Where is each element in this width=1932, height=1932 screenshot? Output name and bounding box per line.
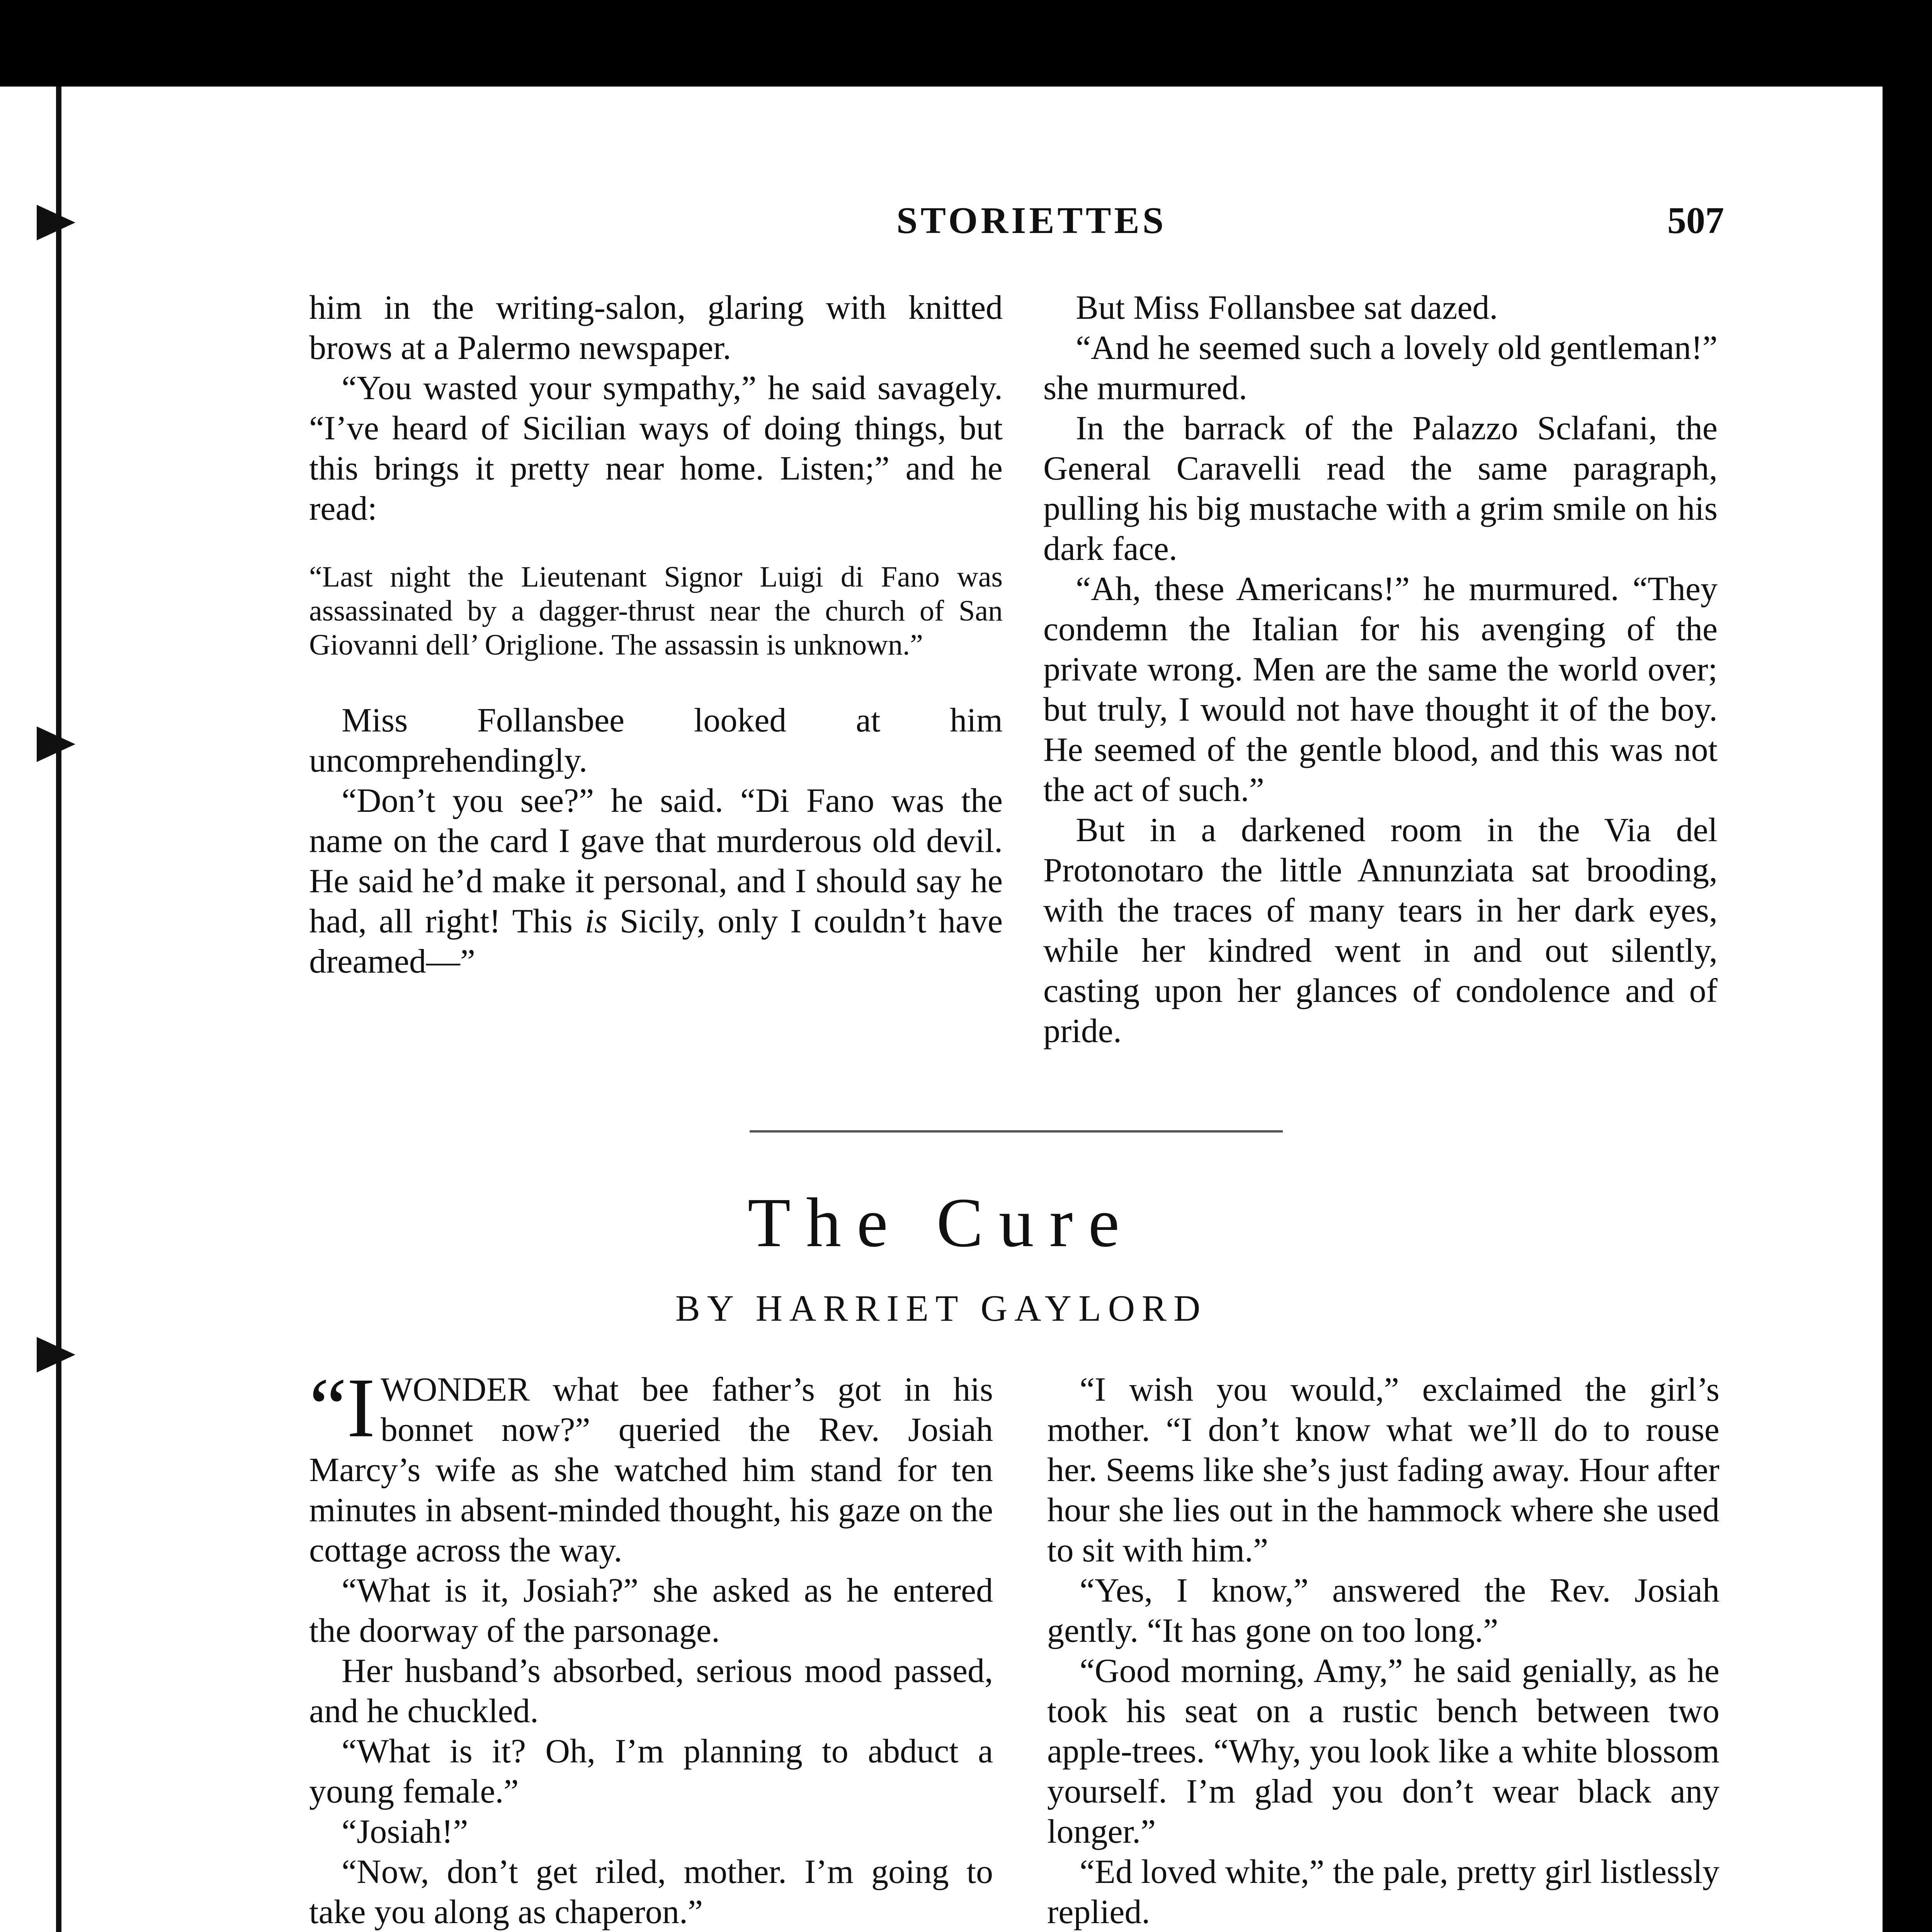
paragraph: Her husband’s absorbed, serious mood passed, and he chuckled. xyxy=(309,1652,993,1730)
paragraph: “You wasted your sympathy,” he said savagely. “I’ve heard of Sicilian ways of doing things, but this brings it pretty near home. Listen;” and he read: xyxy=(309,369,1003,527)
story-one-left-column xyxy=(309,288,1003,982)
paragraph: “What is it, Josiah?” she asked as he entered the doorway of the parsonage. xyxy=(309,1572,993,1650)
paragraph: “What is it? Oh, I’m planning to abduct a young female.” xyxy=(309,1733,993,1810)
binding-staple-icon xyxy=(37,726,75,762)
paragraph: But in a darkened room in the Via del Protonotaro the little Annunziata sat brooding, with the traces of many tears in her dark eyes, while her kindred went in and out silently, casting upon her glances of condolence and of pride. xyxy=(1043,811,1718,1050)
binding-staple-icon xyxy=(37,1337,75,1372)
byline: BY HARRIET GAYLORD xyxy=(675,1287,1208,1329)
story-two-left-column xyxy=(309,1361,993,1932)
paragraph: But Miss Follansbee sat dazed. xyxy=(1076,289,1498,327)
story-one-right-column xyxy=(1043,288,1718,1051)
paragraph-text: “Don’t you see?” he said. “Di Fano was the name on the card I gave that murderous old devil. He said he’d make it personal, and I should say he had, all right! This xyxy=(309,782,1003,940)
paragraph xyxy=(309,781,1003,982)
section-divider xyxy=(750,1130,1283,1133)
paragraph: “Ah, these Americans!” he murmured. “They condemn the Italian for his avenging of the private wrong. Men are the same the world over; but truly, I would not have thought it of the boy. He seemed of the gentle blood, and this was not the act of such.” xyxy=(1043,570,1718,809)
story-title: The Cure xyxy=(747,1184,1135,1262)
paragraph: In the barrack of the Palazzo Sclafani, the General Caravelli read the same paragraph, pulling his big mustache with a grim smile on his dark face. xyxy=(1043,410,1718,568)
paragraph: “Josiah!” xyxy=(342,1813,468,1850)
page-gutter xyxy=(0,87,108,1932)
paragraph-text: Sicily, only I couldn’t have dreamed—” xyxy=(309,903,1003,980)
paragraph: “Good morning, Amy,” he said genially, as he took his seat on a rustic bench between two apple-trees. “Why, you look like a white blossom yourself. I’m glad you don’t wear black any longer.” xyxy=(1047,1652,1719,1850)
paragraph: “Yes, I know,” answered the Rev. Josiah gently. “It has gone on too long.” xyxy=(1047,1572,1719,1650)
drop-cap: “I xyxy=(309,1361,375,1455)
paragraph: “I wish you would,” exclaimed the girl’s mother. “I don’t know what we’ll do to rouse her. Seems like she’s just fading away. Hour after hour she lies out in the hammock where she used to sit with him.” xyxy=(1047,1371,1719,1569)
paragraph: “Now, don’t get riled, mother. I’m going to take you along as chaperon.” xyxy=(309,1853,993,1931)
paragraph: “Ed loved white,” the pale, pretty girl listlessly replied. xyxy=(1047,1853,1719,1931)
paragraph: him in the writing-salon, glaring with knitted brows at a Palermo newspaper. xyxy=(309,289,1003,367)
paragraph: “And he seemed such a lovely old gentleman!” she murmured. xyxy=(1043,329,1718,407)
binding-staple-icon xyxy=(37,205,75,240)
paragraph: Miss Follansbee looked at him uncomprehendingly. xyxy=(309,702,1003,779)
emphasis: is xyxy=(585,903,608,940)
opening-paragraph xyxy=(309,1361,993,1571)
newspaper-quote: “Last night the Lieutenant Signor Luigi di Fano was assassinated by a dagger-thrust near the church of San Giovanni dell’ Origlione. The assassin is unknown.” xyxy=(309,561,1003,661)
binding-thread xyxy=(56,87,61,1932)
running-head: STORIETTES xyxy=(896,200,1167,242)
story-two-right-column xyxy=(1047,1370,1719,1932)
paragraph-text: WONDER what bee father’s got in his bonnet now?” queried the Rev. Josiah Marcy’s wife as she watched him stand for ten minutes in absent-minded thought, his gaze on the cottage across the way. xyxy=(309,1371,993,1569)
page-number: 507 xyxy=(1667,200,1724,242)
